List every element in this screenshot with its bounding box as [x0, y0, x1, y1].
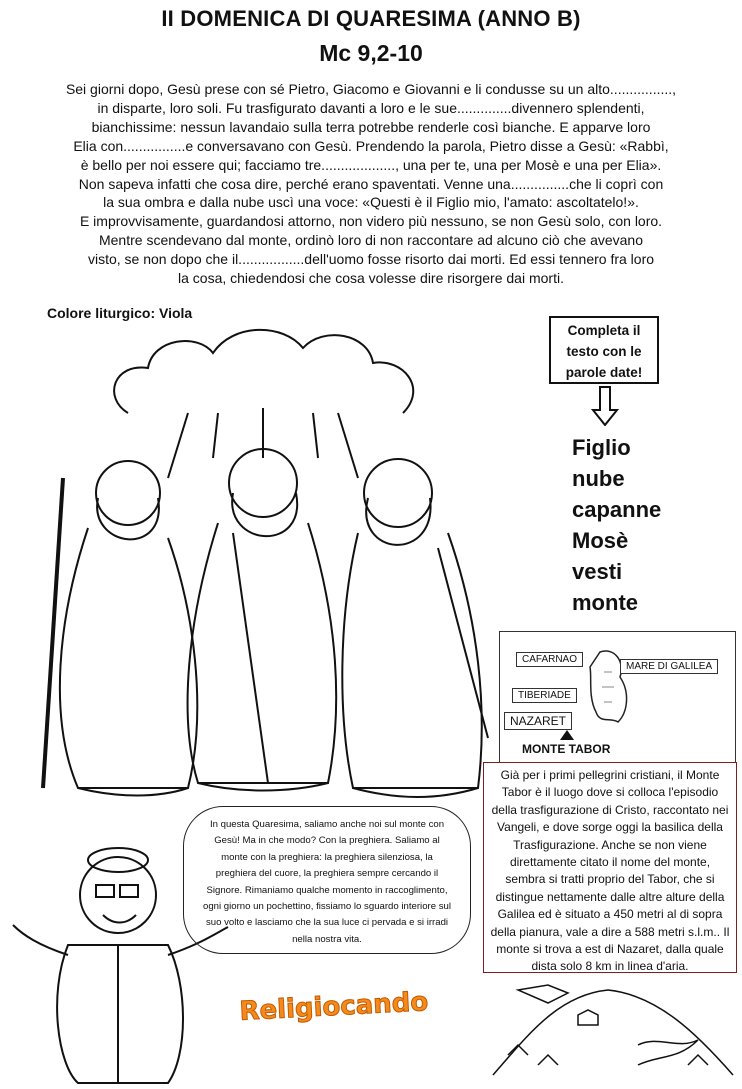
- passage-line: visto, se non dopo che il.................dell'uomo fosse risorto dai morti. Ed essi tennero fra loro: [87, 251, 655, 268]
- mount-tabor-sketch: [488, 975, 738, 1085]
- map-label-sea-of-galilee: MARE DI GALILEA: [620, 659, 718, 674]
- word-bank-item: nube: [572, 466, 625, 491]
- passage-line: bianchissime: nessun lavandaio sulla terra potrebbe renderle così bianche. E apparve loro: [91, 118, 651, 135]
- instructions-box: [549, 316, 659, 384]
- word-bank-item: capanne: [572, 497, 662, 522]
- word-bank-item: Figlio: [572, 435, 631, 460]
- instructions-line: parole date!: [565, 365, 643, 380]
- passage-line: la sua ombra e dalla nube uscì una voce: «Questi è il Figlio mio, l'amato: ascoltatelo!».: [103, 194, 639, 211]
- instructions-line: testo con le: [566, 344, 642, 359]
- passage-line: in disparte, loro soli. Fu trasfigurato davanti a loro e le sue..............divennero splendenti,: [97, 99, 645, 116]
- map-label-tiberiade: TIBERIADE: [512, 688, 577, 703]
- passage-line: Mentre scendevano dal monte, ordinò loro di non raccontare ad alcuno ciò che avevano: [98, 232, 643, 249]
- map-label-monte-tabor: MONTE TABOR: [522, 742, 611, 756]
- passage-line: Non sapeva infatti che cosa dire, perché erano spaventati. Venne una...............che li coprì con: [78, 175, 664, 192]
- liturgical-color-label: Colore liturgico: Viola: [47, 305, 193, 321]
- passage-line: è bello per noi essere qui; facciamo tre..................., una per te, una per Mosè e una per Elia».: [80, 156, 662, 173]
- word-bank-item: Mosè: [572, 528, 629, 553]
- arrow-down-icon: [591, 386, 619, 426]
- gospel-reference: Mc 9,2-10: [319, 40, 423, 66]
- transfiguration-illustration: [18, 318, 508, 808]
- instructions-line: Completa il: [567, 323, 641, 338]
- passage-line: Elia con................e conversavano con Gesù. Prendendo la parola, Pietro disse a Gesù: «Rabbì,: [73, 137, 669, 154]
- monte-tabor-info: Già per i primi pellegrini cristiani, il Monte Tabor è il luogo dove si colloca l'episodio della trasfigurazione di Cristo, raccontato nei Vangeli, e dove sorge oggi la basilica della Trasfigurazione. Anche se non viene direttamente citato il nome del monte, sembra si tratti proprio del Tabor, che si distingue nettamente dalle altre alture della Galilea ed è situato a 450 metri al di sopra della pianura, vale a dire a 588 metri s.l.m.. Il monte si trova a est di Nazaret, dalla quale dista solo 8 km in linea d'aria.: [483, 762, 737, 973]
- passage-line: la cosa, chiedendosi che cosa volesse dire risorgere dai morti.: [178, 270, 564, 287]
- gospel-passage: [30, 80, 712, 288]
- word-bank: [572, 432, 661, 618]
- passage-line: Sei giorni dopo, Gesù prese con sé Pietro, Giacomo e Giovanni e li condusse su un alto................,: [65, 81, 677, 97]
- triangle-marker-icon: [560, 730, 574, 740]
- religiocando-logo: Religiocando: [238, 987, 429, 1027]
- word-bank-item: monte: [572, 590, 638, 615]
- speech-bubble: In questa Quaresima, saliamo anche noi sul monte con Gesù! Ma in che modo? Con la preghiera. Saliamo al monte con la preghiera: la preghiera silenziosa, la preghiera del cuore, la preghiera sempre cercando il Signore. Rimaniamo qualche momento in raccoglimento, ogni giorno un pochettino, fissiamo lo sguardo interiore sul suo volto e lasciamo che la sua luce ci pervada e si irradi nella nostra vita.: [183, 806, 471, 954]
- page-title: II DOMENICA DI QUARESIMA (ANNO B): [161, 6, 581, 31]
- word-bank-item: vesti: [572, 559, 623, 584]
- passage-line: E improvvisamente, guardandosi attorno, non videro più nessuno, se non Gesù solo, con loro.: [79, 213, 663, 230]
- map-label-cafarnao: CAFARNAO: [516, 652, 583, 667]
- map-label-nazaret: NAZARET: [504, 712, 572, 730]
